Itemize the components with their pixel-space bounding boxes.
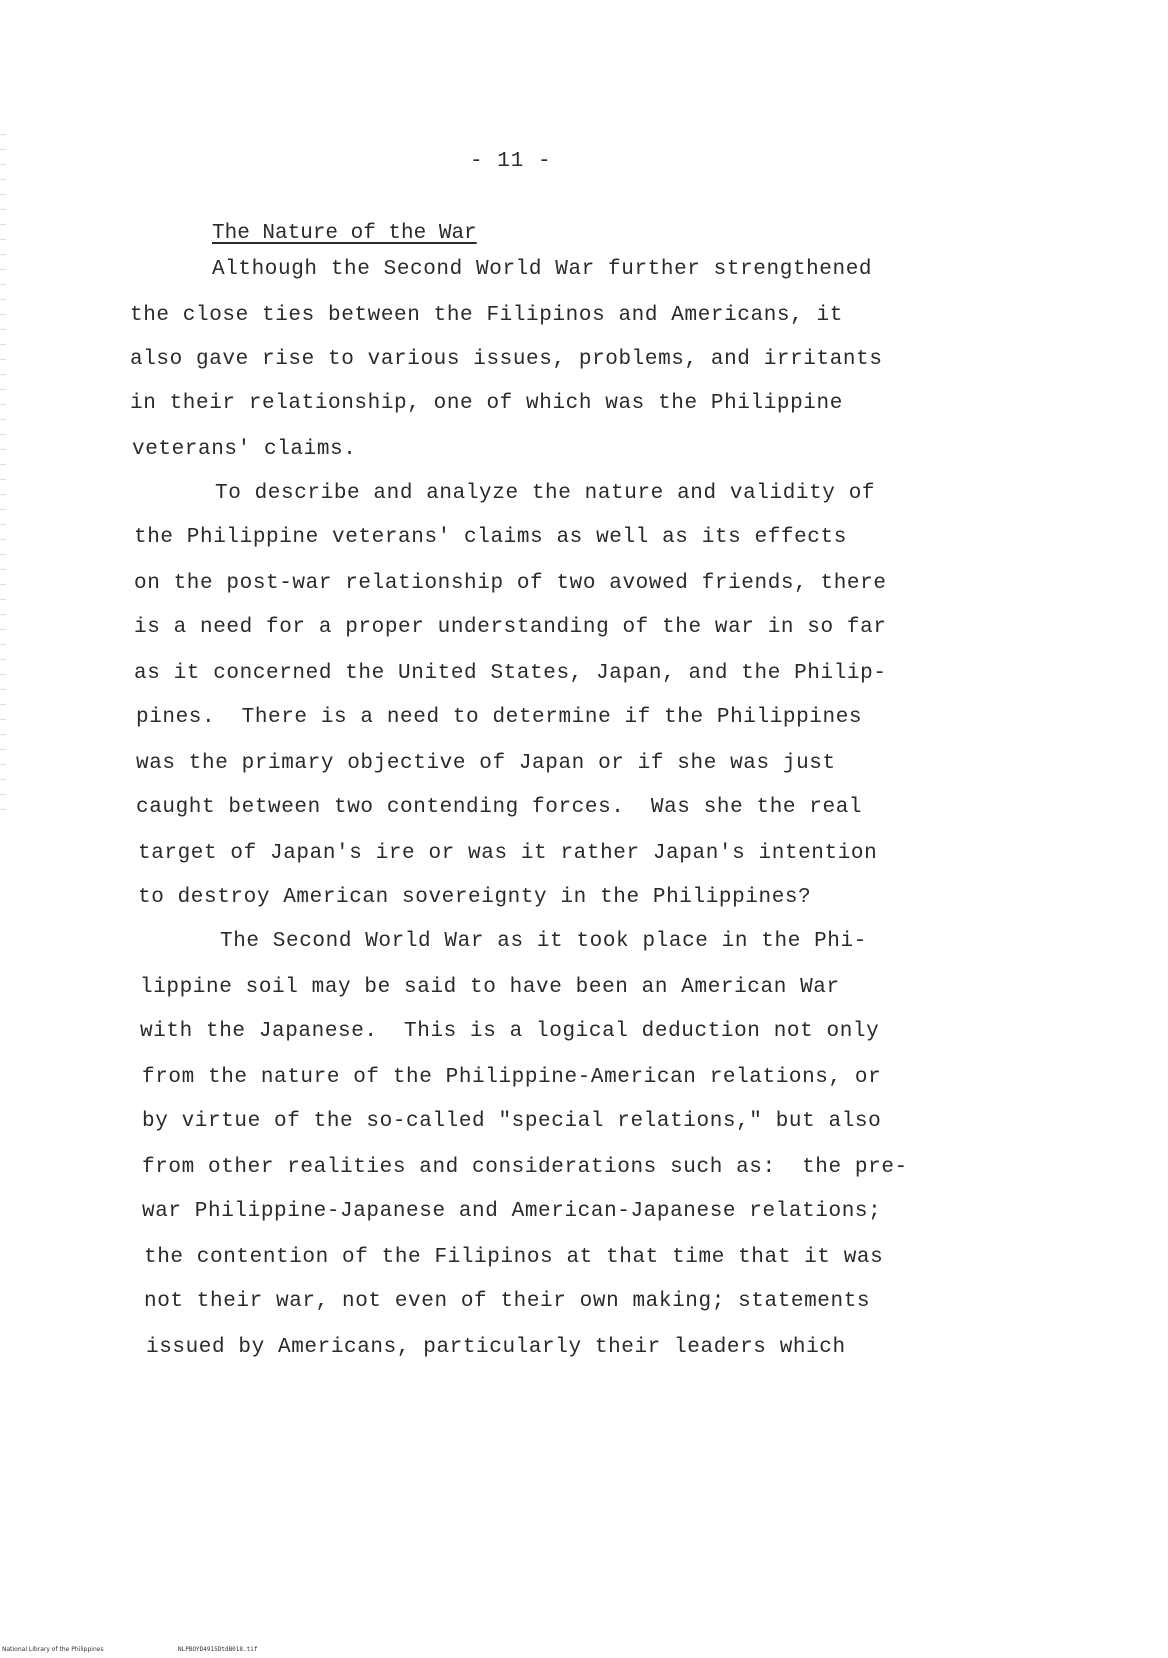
text-line: from the nature of the Philippine-American relations, or: [142, 1066, 882, 1089]
text-line: war Philippine-Japanese and American-Japanese relations;: [142, 1200, 882, 1223]
section-heading: The Nature of the War: [212, 222, 477, 245]
footer-library: National Library of the Philippines: [2, 1646, 104, 1653]
text-line: Although the Second World War further strengthened: [212, 258, 873, 281]
page-number: - 11 -: [470, 150, 552, 173]
text-line: also gave rise to various issues, problems, and irritants: [130, 348, 883, 371]
text-line: issued by Americans, particularly their leaders which: [146, 1336, 846, 1359]
text-line: as it concerned the United States, Japan, and the Philip-: [134, 662, 887, 685]
text-line: is a need for a proper understanding of the war in so far: [134, 616, 887, 639]
text-line: the contention of the Filipinos at that time that it was: [144, 1246, 884, 1269]
text-line: on the post-war relationship of two avowed friends, there: [134, 572, 887, 595]
text-line: by virtue of the so-called "special relations," but also: [142, 1110, 882, 1133]
text-line: caught between two contending forces. Was she the real: [136, 796, 863, 819]
text-line: The Second World War as it took place in the Phi-: [220, 930, 867, 953]
scan-edge-marks: [0, 120, 6, 820]
text-line: the Philippine veterans' claims as well as its effects: [134, 526, 847, 549]
text-line: veterans' claims.: [132, 438, 357, 461]
text-line: lippine soil may be said to have been an American War: [140, 976, 840, 999]
text-line: from other realities and considerations such as: the pre-: [142, 1156, 908, 1179]
text-line: to destroy American sovereignty in the Philippines?: [138, 886, 812, 909]
text-line: the close ties between the Filipinos and Americans, it: [130, 304, 843, 327]
text-line: target of Japan's ire or was it rather Japan's intention: [138, 842, 878, 865]
text-line: To describe and analyze the nature and validity of: [215, 482, 876, 505]
text-line: in their relationship, one of which was the Philippine: [130, 392, 843, 415]
text-line: was the primary objective of Japan or if she was just: [136, 752, 836, 775]
text-line: not their war, not even of their own making; statements: [144, 1290, 871, 1313]
text-line: pines. There is a need to determine if the Philippines: [136, 706, 863, 729]
text-line: with the Japanese. This is a logical deduction not only: [140, 1020, 880, 1043]
footer-filename: NLPBOYD4915DtdB018.tif: [178, 1646, 258, 1653]
